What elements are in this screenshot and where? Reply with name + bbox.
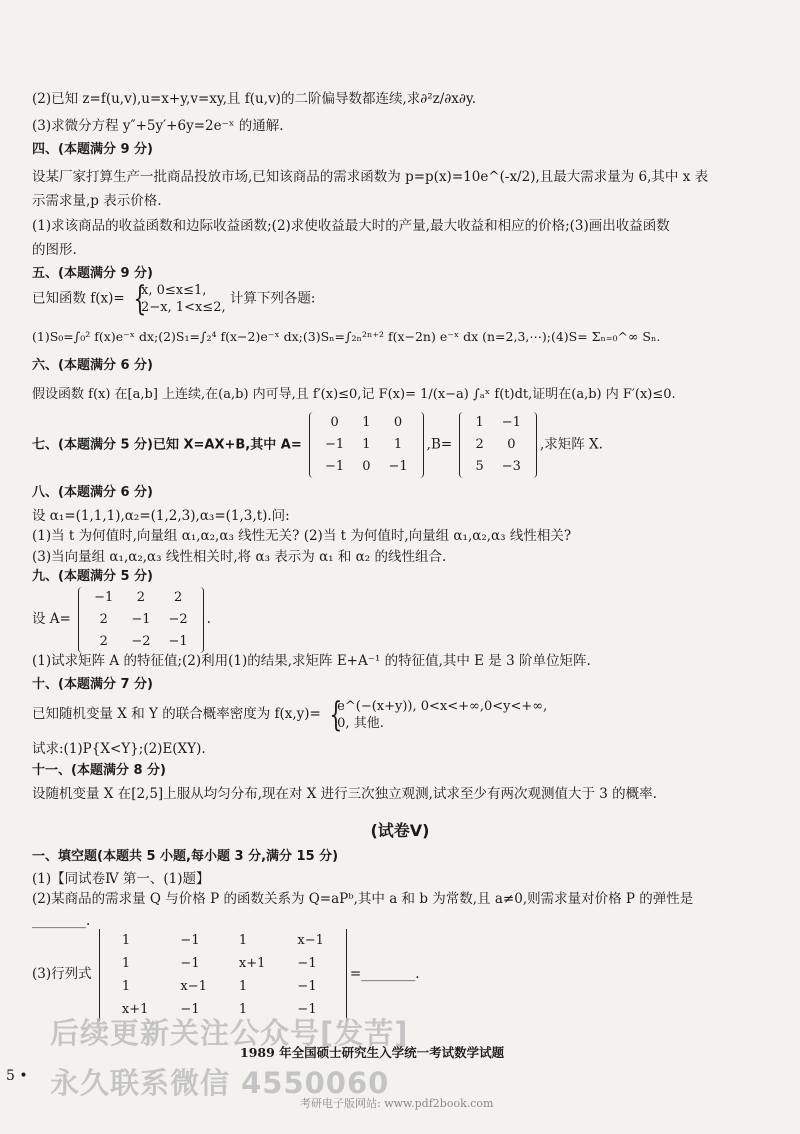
fill-3-post: =________. bbox=[349, 966, 420, 982]
q10-pre: 已知随机变量 X 和 Y 的联合概率密度为 f(x,y)= bbox=[32, 706, 321, 722]
q11-text: 设随机变量 X 在[2,5]上服从均匀分布,现在对 X 进行三次独立观测,试求至少有两次观测值大于 3 的概率. bbox=[32, 786, 657, 802]
site-watermark: 考研电子版网站: www.pdf2book.com bbox=[300, 1097, 494, 1110]
matrix-a9: −1 2 2 2 −1 −2 2 −2 −1 bbox=[78, 587, 204, 653]
section-11-heading: 十一、(本题满分 8 分) bbox=[32, 763, 166, 778]
q9-pre: 设 A= bbox=[32, 611, 71, 627]
q5-piecewise bbox=[129, 279, 226, 319]
q4-text-c: (1)求该商品的收益函数和边际收益函数;(2)求使收益最大时的产量,最大收益和相应的价格;(3)画出收益函数 bbox=[32, 218, 670, 234]
q7-mid: ,B= bbox=[426, 436, 453, 453]
fill-1: (1)【同试卷Ⅳ 第一、(1)题】 bbox=[32, 871, 210, 887]
q5-function bbox=[32, 279, 316, 319]
q5-case-2: 2−x, 1<x≤2, bbox=[141, 300, 226, 315]
footer-title: 1989 年全国硕士研究生入学统一考试数学试题 bbox=[240, 1045, 505, 1060]
q8-text-a: 设 α₁=(1,1,1),α₂=(1,2,3),α₃=(1,3,t).问: bbox=[32, 508, 290, 524]
q10-text: 试求:(1)P{X<Y};(2)E(XY). bbox=[32, 741, 206, 757]
fill-3-pre: (3)行列式 bbox=[32, 966, 92, 982]
q3-part3: (3)求微分方程 y″+5y′+6y=2e⁻ˣ 的通解. bbox=[32, 118, 284, 134]
q8-text-b: (1)当 t 为何值时,向量组 α₁,α₂,α₃ 线性无关? (2)当 t 为何值时,向量组 α₁,α₂,α₃ 线性相关? bbox=[32, 528, 572, 544]
matrix-b7: 1 −1 2 0 5 −3 bbox=[459, 412, 536, 478]
q8-text-c: (3)当向量组 α₁,α₂,α₃ 线性相关时,将 α₃ 表示为 α₁ 和 α₂ 的线性组合. bbox=[32, 549, 447, 565]
q5-func-post: 计算下列各题: bbox=[229, 290, 316, 307]
page-number: 5 • bbox=[6, 1068, 28, 1084]
section-5-heading: 五、(本题满分 9 分) bbox=[32, 266, 153, 281]
matrix-a7: 0 1 0 −1 1 1 −1 0 −1 bbox=[309, 412, 424, 478]
fill-2: (2)某商品的需求量 Q 与价格 P 的函数关系为 Q=aPᵇ,其中 a 和 b 为常数,且 a≠0,则需求量对价格 P 的弹性是 bbox=[32, 891, 694, 907]
paper-title: (试卷Ⅴ) bbox=[370, 821, 430, 840]
section-4-heading: 四、(本题满分 9 分) bbox=[32, 142, 153, 157]
q10-piecewise bbox=[325, 694, 548, 735]
q7-pre: 七、(本题满分 5 分)已知 X=AX+B,其中 A= bbox=[32, 437, 302, 453]
q4-text-d: 的图形. bbox=[32, 242, 77, 258]
q7-block bbox=[32, 412, 603, 478]
fill-3-block bbox=[32, 926, 420, 1022]
fill-2-blank: ________. bbox=[32, 913, 91, 929]
q9-post: . bbox=[206, 611, 211, 627]
section-9-heading: 九、(本题满分 5 分) bbox=[32, 569, 153, 584]
determinant: 1 −1 1 x−1 1 −1 x+1 −1 1 x−1 1 −1 x+1 −1 1 −1 bbox=[99, 929, 347, 1021]
section-10-heading: 十、(本题满分 7 分) bbox=[32, 677, 153, 692]
q6-text: 假设函数 f(x) 在[a,b] 上连续,在(a,b) 内可导,且 f′(x)≤0,记 F(x)= 1/(x−a) ∫ₐˣ f(t)dt,证明在(a,b) 内 F′(x)≤0. bbox=[32, 387, 676, 402]
fill-blank-heading: 一、填空题(本题共 5 小题,每小题 3 分,满分 15 分) bbox=[32, 849, 339, 864]
q10-density bbox=[32, 694, 547, 734]
q4-text-b: 示需求量,p 表示价格. bbox=[32, 193, 162, 209]
section-8-heading: 八、(本题满分 6 分) bbox=[32, 485, 153, 500]
brace-icon: { bbox=[133, 279, 147, 319]
q7-post: ,求矩阵 X. bbox=[539, 436, 603, 453]
q3-part2: (2)已知 z=f(u,v),u=x+y,v=xy,且 f(u,v)的二阶偏导数都连续,求∂²z/∂x∂y. bbox=[32, 91, 476, 107]
q5-case-1: x, 0≤x≤1, bbox=[141, 283, 207, 298]
q9-block bbox=[32, 584, 211, 654]
q5-integrals: (1)S₀=∫₀² f(x)e⁻ˣ dx;(2)S₁=∫₂⁴ f(x−2)e⁻ˣ dx;(3)Sₙ=∫₂ₙ²ⁿ⁺² f(x−2n) e⁻ˣ dx (n=2,3,⋯);(4)S= Σₙ₌₀^∞ Sₙ. bbox=[32, 329, 661, 344]
watermark-line-2: 永久联系微信 4550060 bbox=[50, 1066, 390, 1100]
q9-text: (1)试求矩阵 A 的特征值;(2)利用(1)的结果,求矩阵 E+A⁻¹ 的特征值,其中 E 是 3 阶单位矩阵. bbox=[32, 653, 591, 669]
watermark-line-1: 后续更新关注公众号[发苦] bbox=[50, 1016, 409, 1050]
q4-text-a: 设某厂家打算生产一批商品投放市场,已知该商品的需求函数为 p=p(x)=10e^(-x/2),且最大需求量为 6,其中 x 表 bbox=[32, 169, 709, 185]
brace-icon: { bbox=[329, 694, 343, 735]
q10-case-1: e^(−(x+y)), 0<x<+∞,0<y<+∞, bbox=[337, 698, 548, 714]
q5-func-pre: 已知函数 f(x)= bbox=[32, 290, 125, 307]
q10-case-2: 0, 其他. bbox=[337, 715, 384, 731]
section-6-heading: 六、(本题满分 6 分) bbox=[32, 358, 153, 373]
